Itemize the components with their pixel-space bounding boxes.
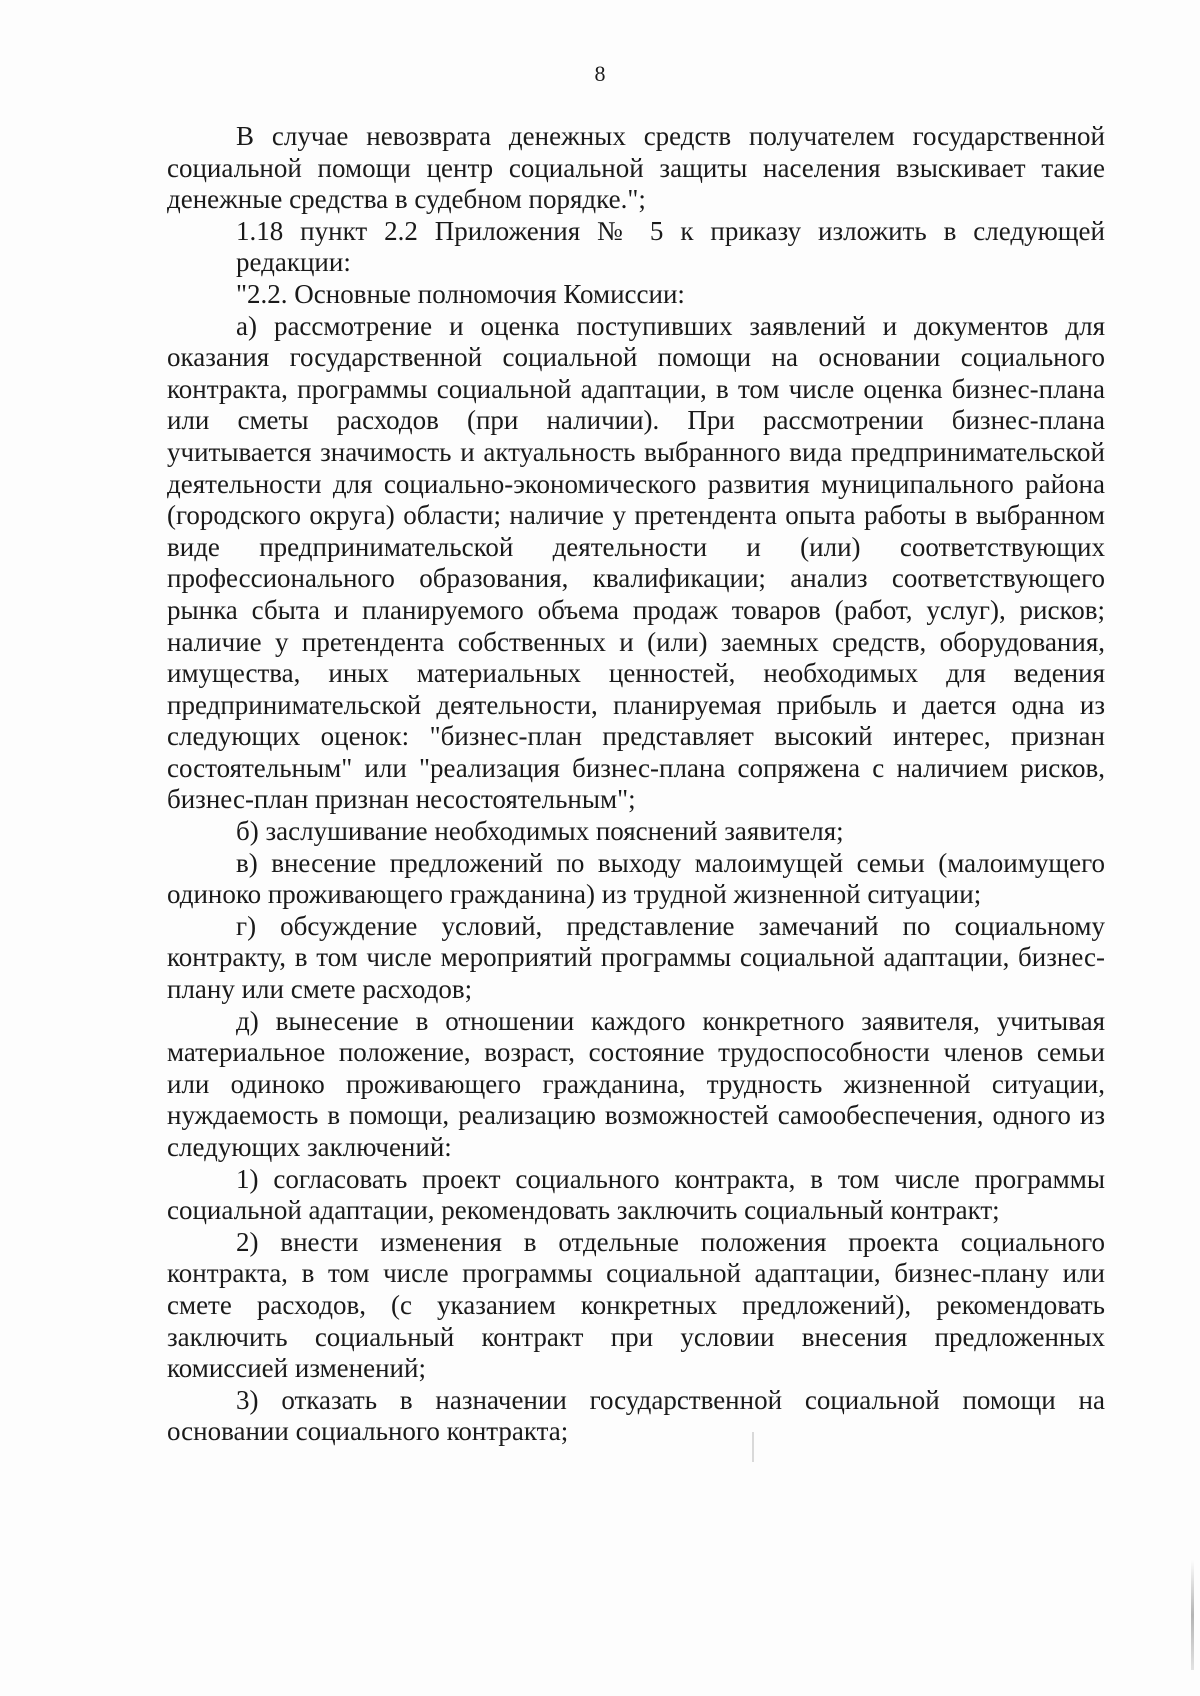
paragraph-section-2-2-heading: "2.2. Основные полномочия Комиссии: (236, 278, 685, 309)
scan-edge-shadow (1191, 1560, 1194, 1670)
document-body (167, 121, 1105, 1448)
scan-artifact (752, 1432, 754, 1462)
paragraph-conclusion-1: 1) согласовать проект социального контракта, в том числе программы социальной адаптации, рекомендовать заключить социальный контракт; (167, 1163, 1105, 1226)
paragraph-refund-enforcement: В случае невозврата денежных средств получателем государственной социальной помощи центр социальной защиты населения взыскивает такие денежные средства в судебном порядке."; (167, 121, 1105, 215)
paragraph-item-d: д) вынесение в отношении каждого конкретного заявителя, учитывая материальное положение, возраст, состояние трудоспособности членов семьи или одиноко проживающего гражданина, трудность жизненной ситуации, нуждаемость в помощи, реализацию возможностей самообеспечения, одного из следующих заключений: (167, 1005, 1105, 1162)
paragraph-item-g: г) обсуждение условий, представление замечаний по социальному контракту, в том числе мероприятий программы социальной адаптации, бизнес-плану или смете расходов; (167, 910, 1105, 1005)
paragraph-amendment-1-18: 1.18 пункт 2.2 Приложения № 5 к приказу изложить в следующей редакции: (236, 215, 1105, 278)
paragraph-conclusion-3: 3) отказать в назначении государственной социальной помощи на основании социального контракта; (167, 1384, 1105, 1447)
paragraph-item-b: б) заслушивание необходимых пояснений заявителя; (236, 816, 844, 847)
paragraph-item-v: в) внесение предложений по выходу малоимущей семьи (малоимущего одиноко проживающего гражданина) из трудной жизненной ситуации; (167, 847, 1105, 910)
paragraph-item-a: а) рассмотрение и оценка поступивших заявлений и документов для оказания государственной социальной помощи на основании социального контракта, программы социальной адаптации, в том числе оценка бизнес-плана или сметы расходов (при наличии). При рассмотрении бизнес-плана учитывается значимость и актуальность выбранного вида предпринимательской деятельности для социально-экономического развития муниципального района (городского округа) области; наличие у претендента опыта работы в выбранном виде предпринимательской деятельности и (или) соответствующих профессионального образования, квалификации; анализ соответствующего рынка сбыта и планируемого объема продаж товаров (работ, услуг), рисков; наличие у претендента собственных и (или) заемных средств, оборудования, имущества, иных материальных ценностей, необходимых для ведения предпринимательской деятельности, планируемая прибыль и дается одна из следующих оценок: "бизнес-план представляет высокий интерес, признан состоятельным" или "реализация бизнес-плана сопряжена с наличием рисков, бизнес-план признан несостоятельным"; (167, 310, 1105, 815)
page-number: 8 (594, 61, 606, 86)
paragraph-conclusion-2: 2) внести изменения в отдельные положения проекта социального контракта, в том числе программы социальной адаптации, бизнес-плану или смете расходов, (с указанием конкретных предложений), рекомендовать заключить социальный контракт при условии внесения предложенных комиссией изменений; (167, 1226, 1105, 1384)
